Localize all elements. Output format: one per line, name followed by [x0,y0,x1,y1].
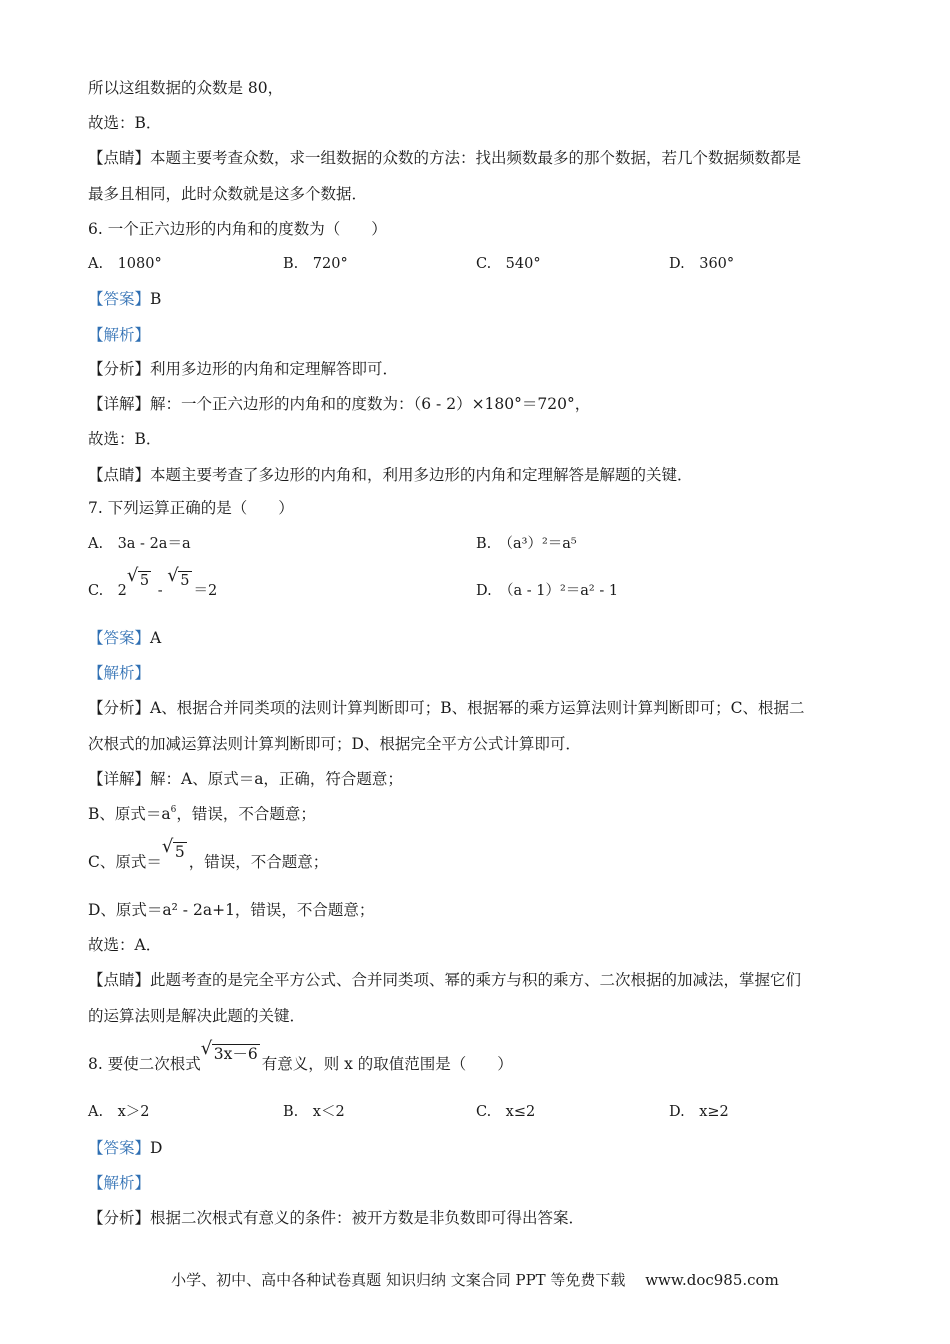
text-line: D、原式＝a² - 2a+1，错误，不合题意； [88,901,375,919]
q7-c-result: ＝2 [193,583,218,599]
analysis-label: 【解析】 [88,326,151,344]
q7-option-c [88,573,218,601]
text-fragment: ，错误，不合题意； [176,805,316,823]
radicand: 5 [180,573,190,589]
text-fragment: ，错误，不合题意； [188,853,329,871]
text-line: 故选：B． [88,114,162,132]
text-line: 【分析】根据二次根式有意义的条件：被开方数是非负数即可得出答案． [88,1209,585,1227]
q8-option-b: B. x＜2 [283,1104,345,1120]
q7-option-b: B. （a³）²＝a⁵ [476,536,577,552]
text-line: 次根式的加减运算法则计算判断即可；D、根据完全平方公式计算即可． [88,735,581,753]
text-line: 【详解】解：一个正六边形的内角和的度数为：（6 - 2）×180°＝720°， [88,395,591,413]
text-fragment: 有意义，则 x 的取值范围是（ ） [261,1055,513,1073]
answer-label: 【答案】 [88,290,151,308]
text-line: 故选：B． [88,430,162,448]
answer-line [88,289,161,309]
answer-value: D [150,1139,163,1157]
answer-line [88,628,161,648]
answer-label: 【答案】 [88,629,151,647]
exponent: 6 [170,805,177,815]
text-fragment: C、原式＝ [88,853,162,871]
answer-label: 【答案】 [88,1139,151,1157]
radicand: 3x－6 [213,1045,258,1063]
text-line: 【分析】利用多边形的内角和定理解答即可． [88,360,399,378]
analysis-label: 【解析】 [88,1174,151,1192]
q7-option-d: D. （a - 1）²＝a² - 1 [476,583,619,599]
analysis-label: 【解析】 [88,664,151,682]
answer-line [88,1138,162,1158]
sqrt-symbol [129,571,151,591]
text-fragment: B、原式＝a [88,805,171,823]
answer-value: B [150,290,162,308]
page-footer: 小学、初中、高中各种试卷真题 知识归纳 文案合同 PPT 等免费下载 www.doc985.com [171,1271,779,1289]
sqrt-symbol [203,1044,260,1064]
radicand: 5 [139,573,150,589]
sqrt-symbol [169,571,191,591]
sqrt-symbol [164,842,187,862]
text-line: 【点睛】本题主要考查了多边形的内角和，利用多边形的内角和定理解答是解题的关键． [88,466,693,484]
text-line [88,804,316,824]
q6-option-b: B. 720° [283,256,348,272]
question-8 [88,1045,513,1074]
question-7: 7. 下列运算正确的是（ ） [88,499,294,517]
q8-option-c: C. x≤2 [476,1104,536,1120]
text-line: 的运算法则是解决此题的关键． [88,1007,306,1025]
minus-sign: - [153,583,168,599]
q8-option-d: D. x≥2 [669,1104,729,1120]
q8-option-a: A. x＞2 [88,1104,150,1120]
text-line: 【点睛】此题考查的是完全平方公式、合并同类项、幂的乘方与积的乘方、二次根据的加减法，掌握它们 [88,971,802,989]
text-line: 故选：A． [88,936,162,954]
text-line: 【分析】A、根据合并同类项的法则计算判断即可；B、根据幂的乘方运算法则计算判断即可；C、根据二 [88,699,805,717]
q7-option-a: A. 3a - 2a＝a [88,536,191,552]
text-line: 【点睛】本题主要考查众数，求一组数据的众数的方法：找出频数最多的那个数据，若几个数据频数都是 [88,149,802,167]
text-fragment: 8. 要使二次根式 [88,1055,201,1073]
q6-option-a: A. 1080° [88,256,162,272]
radicand: 5 [174,843,185,861]
answer-value: A [150,629,162,647]
q6-option-d: D. 360° [669,256,735,272]
text-line [88,843,329,872]
question-6: 6. 一个正六边形的内角和的度数为（ ） [88,220,387,238]
text-line: 所以这组数据的众数是 80， [88,79,284,97]
text-line: 最多且相同，此时众数就是这多个数据． [88,185,368,203]
q6-option-c: C. 540° [476,256,541,272]
text-line: 【详解】解：A、原式＝a，正确，符合题意； [88,770,403,788]
q7-c-prefix: C. 2 [88,583,127,599]
